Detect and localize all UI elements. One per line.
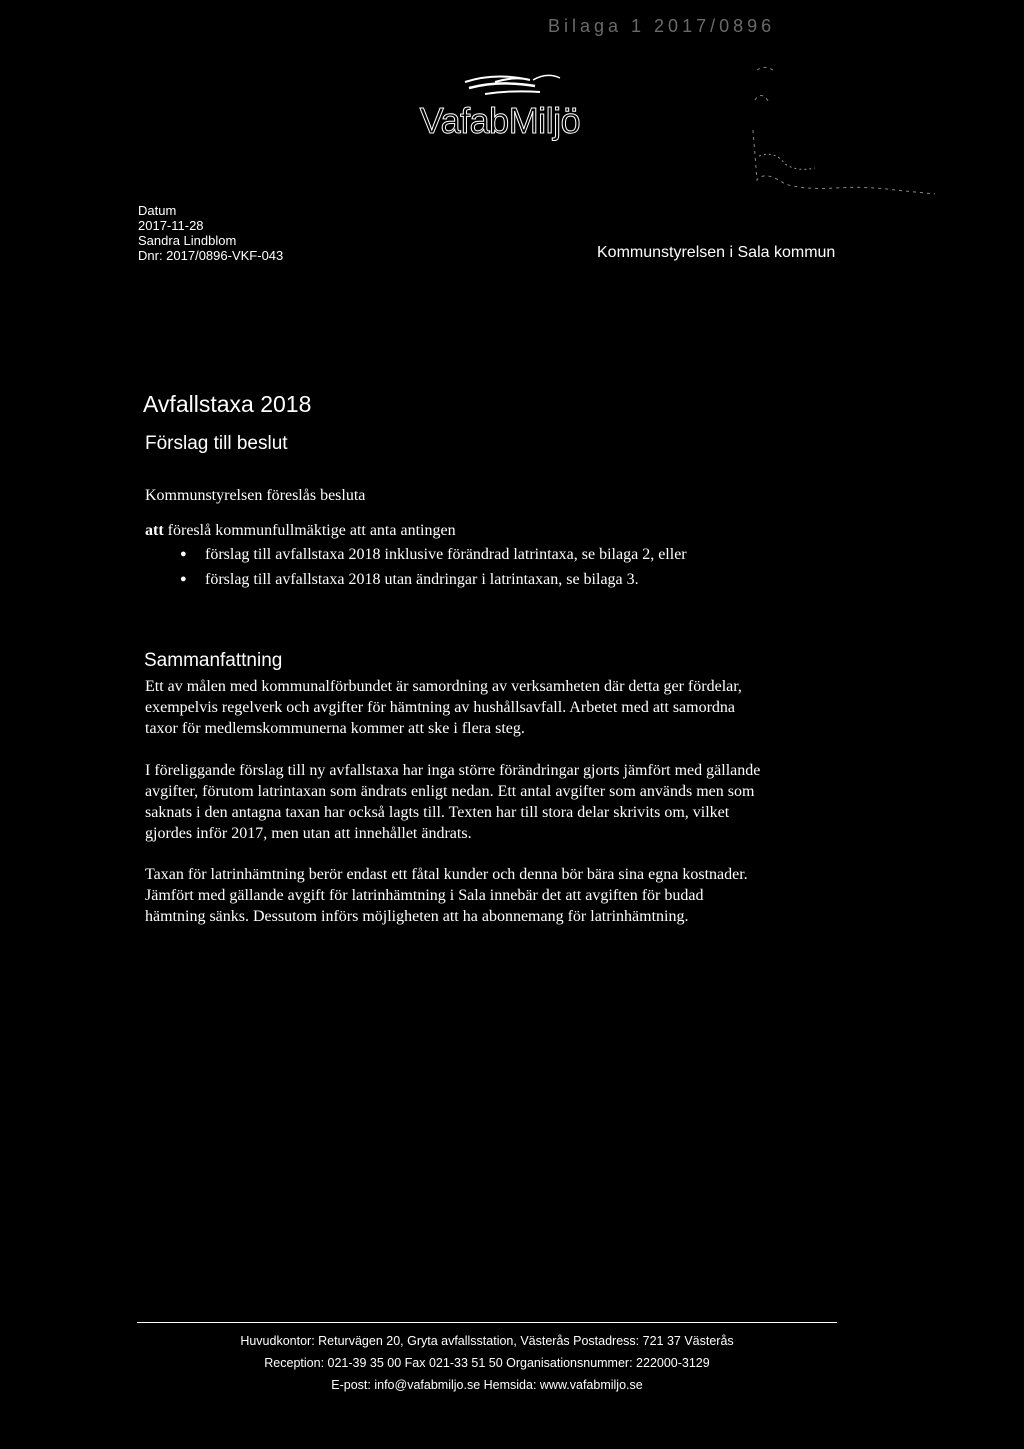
text-line: Ett av målen med kommunalförbundet är samordning av verksamheten där detta ger fördelar, [145, 678, 742, 695]
text-line: avgifter, förutom latrintaxan som ändrats enligt nedan. Ett antal avgifter som används men som [145, 783, 755, 800]
registration-stamp: Bilaga 1 2017/0896 [548, 16, 776, 36]
document-meta [138, 203, 283, 263]
text-line: taxor för medlemskommunerna kommer att ske i flera steg. [145, 720, 525, 737]
recipient: Kommunstyrelsen i Sala kommun [597, 244, 836, 261]
text-line: Taxan för latrinhämtning berör endast ett fåtal kunder och denna bör bära sina egna kostnader. [145, 866, 748, 883]
footer-web: E-post: info@vafabmiljo.se Hemsida: www.vafabmiljo.se [331, 1378, 643, 1392]
text-line: exempelvis regelverk och avgifter för hämtning av hushållsavfall. Arbetet med att samordna [145, 699, 736, 716]
dnr: Dnr: 2017/0896-VKF-043 [138, 248, 284, 263]
logo-wordmark: VafabMiljö [419, 100, 581, 141]
date-value: 2017-11-28 [138, 218, 204, 233]
footer-address: Huvudkontor: Returvägen 20, Gryta avfallsstation, Västerås Postadress: 721 37 Västerås [240, 1334, 734, 1348]
list-item: ● förslag till avfallstaxa 2018 utan ändringar i latrintaxan, se bilaga 3. [145, 567, 687, 592]
text-line: Jämfört med gällande avgift för latrinhämtning i Sala innebär det att avgiften för budad [145, 887, 704, 904]
text-line: hämtning sänks. Dessutom införs möjligheten att ha abonnemang för latrinhämtning. [145, 908, 689, 925]
summary-paragraph-3 [145, 864, 845, 927]
summary-paragraph-1 [145, 676, 845, 739]
document-title: Avfallstaxa 2018 [143, 391, 312, 417]
vafab-logo [395, 70, 615, 150]
text-line: I föreliggande förslag till ny avfallstaxa har inga större förändringar gjorts jämfört med gällande [145, 762, 761, 779]
signature-scribble [745, 60, 945, 200]
date-label: Datum [138, 203, 177, 218]
proposal-heading: Förslag till beslut [145, 433, 288, 454]
list-item: ● förslag till avfallstaxa 2018 inklusive förändrad latrintaxa, se bilaga 2, eller [145, 542, 687, 567]
footer-contact: Reception: 021-39 35 00 Fax 021-33 51 50 Organisationsnummer: 222000-3129 [264, 1356, 710, 1370]
author: Sandra Lindblom [138, 233, 237, 248]
att-keyword: att [145, 522, 164, 539]
text-line: saknats i den antagna taxan har också lagts till. Texten har till stora delar skrivits om, vilket [145, 804, 730, 821]
att-text: föreslå kommunfullmäktige att anta antingen [163, 522, 456, 539]
proposal-intro: Kommunstyrelsen föreslås besluta [145, 487, 366, 504]
summary-heading: Sammanfattning [144, 650, 283, 671]
text-line: gjordes inför 2017, men utan att innehållet ändrats. [145, 825, 472, 842]
summary-paragraph-2 [145, 760, 845, 844]
footer-divider [137, 1322, 837, 1323]
proposal-bullets [145, 542, 687, 592]
proposal-att [145, 520, 845, 541]
